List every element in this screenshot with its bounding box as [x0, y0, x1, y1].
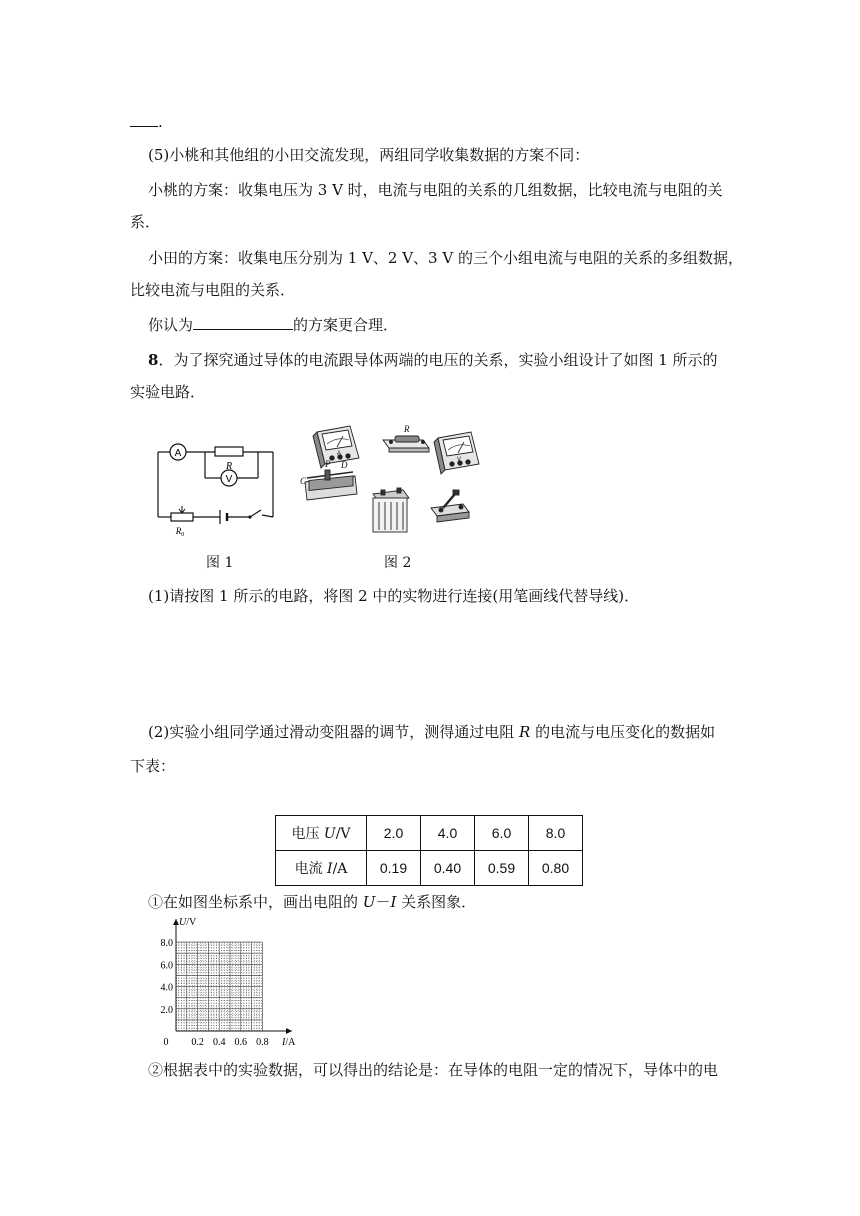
xiaotian-plan-line2: 比较电流与电阻的关系．: [130, 281, 296, 299]
sub-question-2: ②根据表中的实验数据，可以得出的结论是：在导体的电阻一定的情况下，导体中的电: [148, 1061, 719, 1079]
rheostat-slider-arrow: [179, 506, 185, 513]
current-cell: 0.19: [367, 851, 421, 886]
svg-text:P: P: [325, 459, 331, 469]
answer-blank-line: .: [130, 112, 163, 132]
current-cell: 0.59: [475, 851, 529, 886]
ammeter-label: A: [174, 448, 182, 459]
x-tick-label: 0.8: [256, 1037, 269, 1048]
x-axis-label: I/A: [282, 1037, 296, 1048]
figure1-caption: 图 1: [206, 555, 234, 571]
q8-line2: 实验电路．: [130, 383, 206, 401]
circuit-diagram: [150, 430, 280, 545]
voltmeter-device: [434, 432, 479, 474]
voltmeter-label: V: [225, 474, 233, 485]
rheostat-device: [300, 459, 357, 500]
switch-pivot: [248, 515, 251, 518]
resistor-label: R: [225, 461, 233, 472]
x-tick-label: 0.6: [234, 1037, 248, 1048]
x-tick-label: 0.2: [191, 1037, 204, 1048]
voltage-current-table: [275, 815, 583, 886]
voltage-cell: 2.0: [367, 816, 421, 851]
resistor-device: [383, 424, 429, 452]
u-i-coordinate-grid[interactable]: [150, 915, 310, 1050]
current-header: 电流 I/A: [276, 851, 367, 886]
y-tick-label: 8.0: [160, 938, 173, 950]
opinion-line: 你认为 的方案更合理．: [148, 316, 399, 334]
q8-part2-line2: 下表：: [130, 757, 176, 775]
svg-text:R: R: [404, 424, 410, 434]
x-tick-label: 0: [163, 1037, 169, 1048]
ammeter-device: [313, 426, 359, 468]
xiaotao-plan-line2: 系．: [130, 213, 161, 231]
voltage-header: 电压 U/V: [276, 816, 367, 851]
sub-question-1: ①在如图坐标系中，画出电阻的 U－I 关系图象．: [148, 893, 477, 911]
figure2-caption: 图 2: [384, 555, 412, 571]
question-number: 8: [148, 351, 159, 369]
svg-text:A: A: [337, 451, 342, 457]
y-axis-label: U/V: [179, 917, 197, 928]
svg-text:C: C: [300, 476, 307, 486]
y-tick-label: 2.0: [160, 1004, 173, 1016]
q8-line1: 8．为了探究通过导体的电流跟导体两端的电压的关系，实验小组设计了如图 1 所示的: [148, 351, 718, 369]
voltage-row: [276, 816, 583, 851]
q5-intro: (5)小桃和其他组的小田交流发现，两组同学收集数据的方案不同：: [148, 146, 590, 164]
svg-text:V: V: [457, 457, 462, 463]
y-tick-label: 4.0: [160, 982, 173, 994]
y-tick-label: 6.0: [160, 960, 173, 972]
svg-text:D: D: [341, 460, 348, 470]
voltage-cell: 6.0: [475, 816, 529, 851]
apparatus-drawing: [295, 412, 495, 537]
answer-blank[interactable]: [130, 112, 158, 127]
resistor-symbol: [215, 447, 243, 456]
xiaotao-plan-line1: 小桃的方案：收集电压为 3 V 时，电流与电阻的关系的几组数据，比较电流与电阻的关: [148, 181, 723, 199]
current-cell: 0.40: [421, 851, 475, 886]
opinion-blank[interactable]: [193, 315, 293, 330]
xiaotian-plan-line1: 小田的方案：收集电压分别为 1 V、2 V、3 V 的三个小组电流与电阻的关系的多组数据，: [148, 249, 743, 267]
rheostat-label: $R_0$: [175, 526, 185, 538]
battery-device: [373, 488, 409, 532]
voltage-cell: 8.0: [529, 816, 583, 851]
q8-part2-line1: (2)实验小组同学通过滑动变阻器的调节，测得通过电阻 R 的电流与电压变化的数据如: [148, 723, 716, 741]
switch-device: [431, 490, 469, 522]
rheostat-symbol: [171, 513, 193, 521]
current-cell: 0.80: [529, 851, 583, 886]
voltage-cell: 4.0: [421, 816, 475, 851]
current-row: [276, 851, 583, 886]
q8-part1: (1)请按图 1 所示的电路，将图 2 中的实物进行连接(用笔画线代替导线)．: [148, 587, 640, 605]
x-tick-label: 0.4: [212, 1037, 226, 1048]
x-axis-arrow: [286, 1028, 292, 1034]
